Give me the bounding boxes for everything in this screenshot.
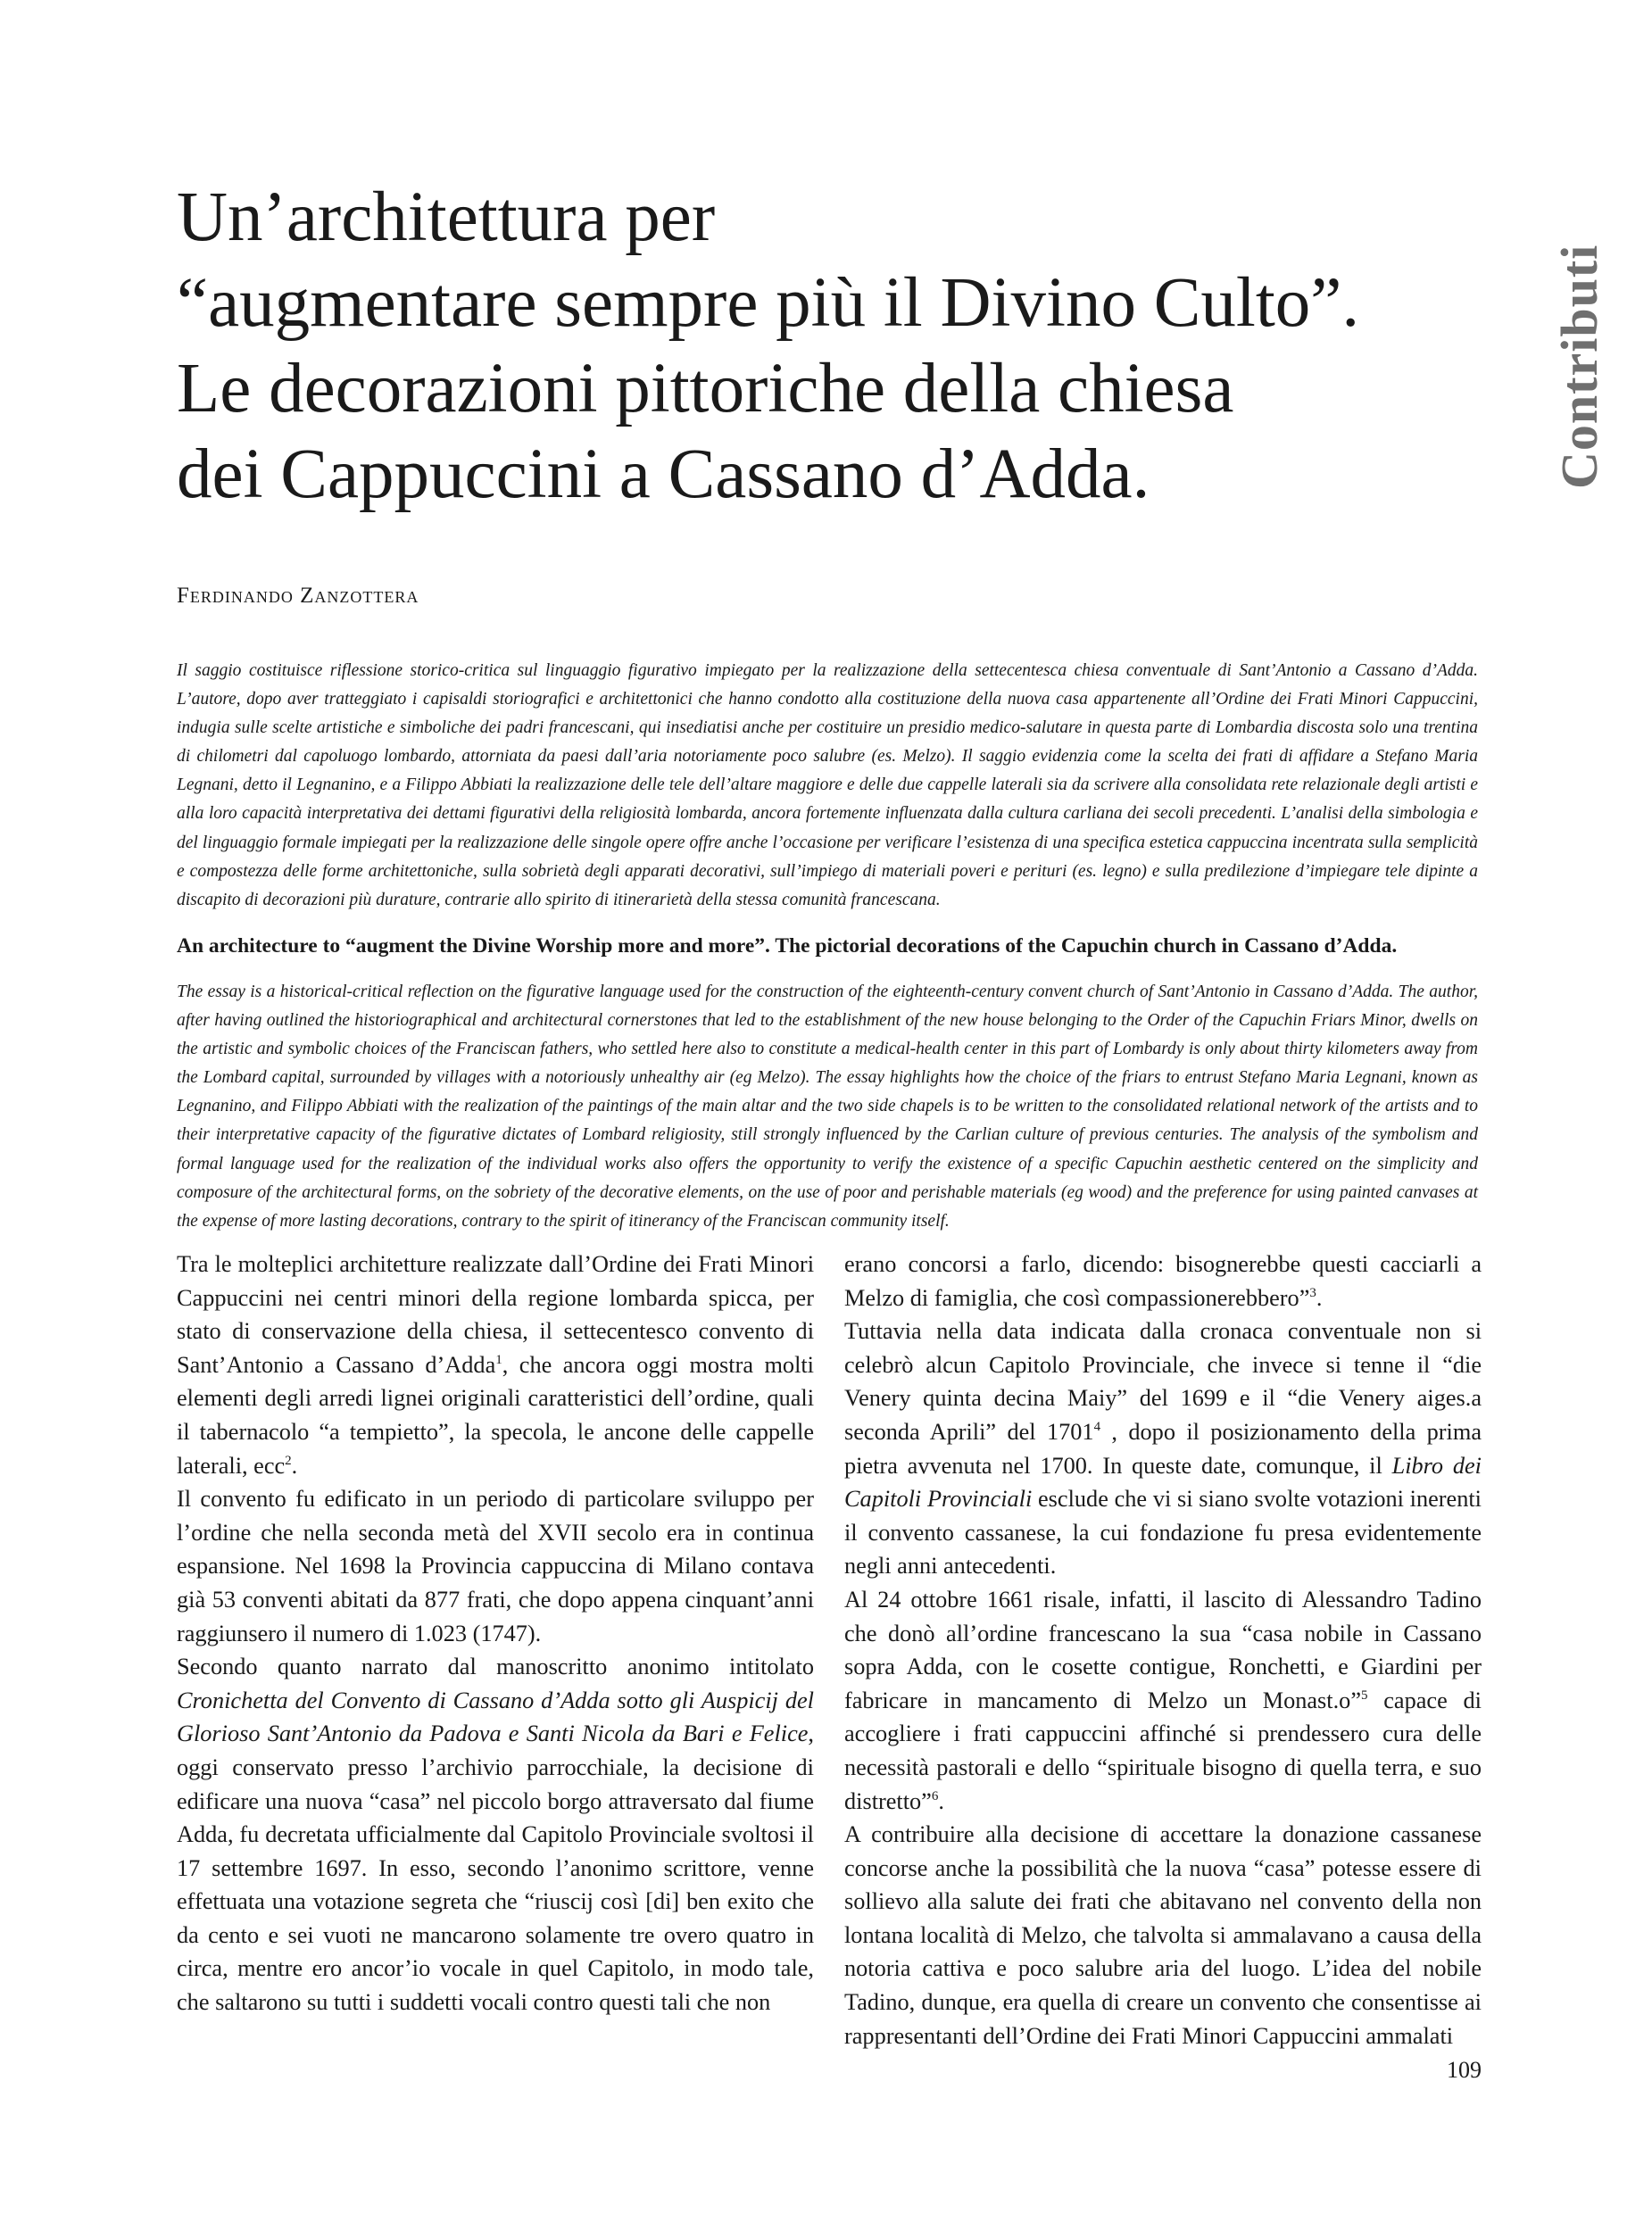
manuscript-title: Cronichetta del Convento di Cassano d’Adda sotto gli Auspicij del Glorioso Sant’Antonio da Padova e Santi Nicola da Bari e Felice bbox=[177, 1687, 814, 1747]
footnote-ref: 4 bbox=[1093, 1420, 1101, 1435]
text-run: , che ancora oggi mostra molti elementi degli arredi lignei originali caratteristici dell’ordine, quali il tabernacolo “a tempietto”, la specola, le ancone delle cappelle laterali, ecc bbox=[177, 1351, 814, 1479]
body-paragraph: Il convento fu edificato in un periodo di particolare sviluppo per l’ordine che nella seconda metà del XVII secolo era in continua espansione. Nel 1698 la Provincia cappuccina di Milano contava già 53 conventi abitati da 877 frati, che dopo appena cinquant’anni raggiunsero il numero di 1.023 (1747). bbox=[177, 1486, 814, 1646]
english-title: An architecture to “augment the Divine Worship more and more”. The pictorial decorations of the Capuchin church in Cassano d’Adda. bbox=[177, 934, 1398, 958]
text-run: . bbox=[938, 1787, 944, 1814]
body-paragraph bbox=[177, 1650, 814, 2019]
title-line: dei Cappuccini a Cassano d’Adda. bbox=[177, 435, 1150, 513]
title-line: Un’architettura per bbox=[177, 178, 716, 256]
text-run: erano concorsi a farlo, dicendo: bisognerebbe questi cacciarli a Melzo di famiglia, che così compassionerebbero” bbox=[844, 1251, 1482, 1311]
page-number: 109 bbox=[1447, 2057, 1482, 2083]
text-run: . bbox=[1316, 1284, 1323, 1311]
body-paragraph bbox=[844, 1314, 1482, 1583]
text-run: , oggi conservato presso l’archivio parrocchiale, la decisione di edificare una nuova “casa” nel piccolo borgo attraversato dal fiume Adda, fu decretata ufficialmente dal Capitolo Provinciale svoltosi il 17 settembre 1697. In esso, secondo l’anonimo scrittore, venne effettuata una votazione segreta che “riuscij così [di] ben exito che da cento e sei vuoti ne mancarono solamente tre overo quatro in circa, mentre ero ancor’io vocale in quel Capitolo, in modo tale, che saltarono su tutti i suddetti vocali contro questi tali che non bbox=[177, 1721, 814, 2016]
section-label: Contributi bbox=[1550, 244, 1608, 489]
abstract-english: The essay is a historical-critical reflection on the figurative language used for the construction of the eighteenth-century convent church of Sant’Antonio in Cassano d’Adda. The author, after having outlined the historiographical and architectural cornerstones that led to the establishment of the new house belonging to the Order of the Capuchin Friars Minor, dwells on the artistic and symbolic choices of the Franciscan fathers, who settled here also to constitute a medical-health center in this part of Lombardy is only about thirty kilometers away from the Lombard capital, surrounded by villages with a notoriously unhealthy air (eg Melzo). The essay highlights how the choice of the friars to entrust Stefano Maria Legnani, known as Legnanino, and Filippo Abbiati with the realization of the paintings of the main altar and the two side chapels is to be written to the consolidated relational network of the artists and to their interpretative capacity of the figurative dictates of Lombard religiosity, still strongly influenced by the Carlian culture of previous centuries. The analysis of the symbolism and formal language used for the realization of the individual works also offers the opportunity to verify the existence of a specific Capuchin aesthetic centered on the simplicity and composure of the architectural forms, on the sobriety of the decorative elements, on the use of poor and perishable materials (eg wood) and the preference for using painted canvases at the expense of more lasting decorations, contrary to the spirit of itinerancy of the Franciscan community itself. bbox=[177, 983, 1478, 1231]
text-run: Al 24 ottobre 1661 risale, infatti, il lascito di Alessandro Tadino che donò all’ordine francescano la sua “casa nobile in Cassano sopra Adda, con le cosette contigue, Ronchetti, e Giardini per fabricare in mancamento di Melzo un Monast.o” bbox=[844, 1586, 1482, 1713]
footnote-ref: 1 bbox=[495, 1353, 502, 1368]
author-name: Ferdinando Zanzottera bbox=[177, 584, 419, 608]
title-line: “augmentare sempre più il Divino Culto”. bbox=[177, 264, 1360, 342]
text-run: Tuttavia nella data indicata dalla cronaca conventuale non si celebrò alcun Capitolo Provinciale, che invece si tenne il “die Venery quinta decina Maiy” del 1699 e il “die Venery aiges.a seconda Aprili” del 1701 bbox=[844, 1318, 1482, 1445]
footnote-ref: 3 bbox=[1309, 1285, 1316, 1300]
text-run: esclude che vi si siano svolte votazioni inerenti il convento cassanese, la cui fondazione fu presa evidentemente negli anni antecedenti. bbox=[844, 1486, 1482, 1580]
body-paragraph bbox=[844, 1583, 1482, 1818]
article-title bbox=[177, 175, 1542, 518]
footnote-ref: 2 bbox=[285, 1453, 292, 1468]
footnote-ref: 6 bbox=[931, 1788, 939, 1804]
abstract-italian: Il saggio costituisce riflessione storico-critica sul linguaggio figurativo impiegato per la realizzazione della settecentesca chiesa conventuale di Sant’Antonio a Cassano d’Adda. L’autore, dopo aver tratteggiato i capisaldi storiografici e architettonici che hanno condotto alla costituzione della nuova casa appartenente all’Ordine dei Frati Minori Cappuccini, indugia sulle scelte artistiche e simboliche dei padri francescani, qui insediatisi anche per costituire un presidio medico-salutare in questa parte di Lombardia discosta solo una trentina di chilometri dal capoluogo lombardo, attorniata da paesi dall’aria notoriamente poco salubre (es. Melzo). Il saggio evidenzia come la scelta dei frati di affidare a Stefano Maria Legnani, detto il Legnanino, e a Filippo Abbiati la realizzazione delle tele dell’altare maggiore e delle due cappelle laterali sia da scrivere alla consolidata rete relazionale degli artisti e alla loro capacità interpretativa dei dettami figurativi della religiosità lombarda, ancora fortemente influenzata dalla cultura carliana dei secoli precedenti. L’analisi della simbologia e del linguaggio formale impiegati per la realizzazione delle singole opere offre anche l’occasione per verificare l’esistenza di una specifica estetica cappuccina incentrata sulla semplicità e compostezza delle forme architettoniche, sulla sobrietà degli apparati decorativi, sull’impiego di materiali poveri e perituri (es. legno) e sulla predilezione d’impiegare tele dipinte a discapito di decorazioni più durature, contrarie allo spirito di itinerarietà della stessa comunità francescana. bbox=[177, 661, 1478, 909]
title-line: Le decorazioni pittoriche della chiesa bbox=[177, 350, 1234, 427]
body-column-right bbox=[844, 1248, 1482, 2052]
text-run: , dopo il posizionamento della prima pietra avvenuta nel 1700. In queste date, comunque, il bbox=[844, 1418, 1482, 1479]
body-paragraph bbox=[177, 1248, 814, 1482]
text-run: Secondo quanto narrato dal manoscritto anonimo intitolato bbox=[177, 1654, 814, 1680]
body-paragraph bbox=[844, 1248, 1482, 1314]
body-column-left bbox=[177, 1248, 814, 2019]
text-run: . bbox=[291, 1452, 298, 1479]
body-paragraph: A contribuire alla decisione di accettare la donazione cassanese concorse anche la possibilità che la nuova “casa” potesse essere di sollievo alla salute dei frati che abitavano nel convento della non lontana località di Melzo, che talvolta si ammalavano a causa della notoria cattiva e poco salubre aria del luogo. L’idea del nobile Tadino, dunque, era quella di creare un convento che consentisse ai rappresentanti dell’Ordine dei Frati Minori Cappuccini ammalati bbox=[844, 1821, 1482, 2049]
footnote-ref: 5 bbox=[1361, 1687, 1368, 1703]
text-run: Tra le molteplici architetture realizzate dall’Ordine dei Frati Minori Cappuccini nei centri minori della regione lombarda spicca, per stato di conservazione della chiesa, il settecentesco convento di Sant’Antonio a Cassano d’Adda bbox=[177, 1251, 814, 1378]
text-run: capace di accogliere i frati cappuccini affinché si prendessero cura delle necessità pastorali e dello “spirituale bisogno di quella terra, e suo distretto” bbox=[844, 1687, 1482, 1814]
book-title: Libro dei Capitoli Provinciali bbox=[844, 1452, 1482, 1513]
